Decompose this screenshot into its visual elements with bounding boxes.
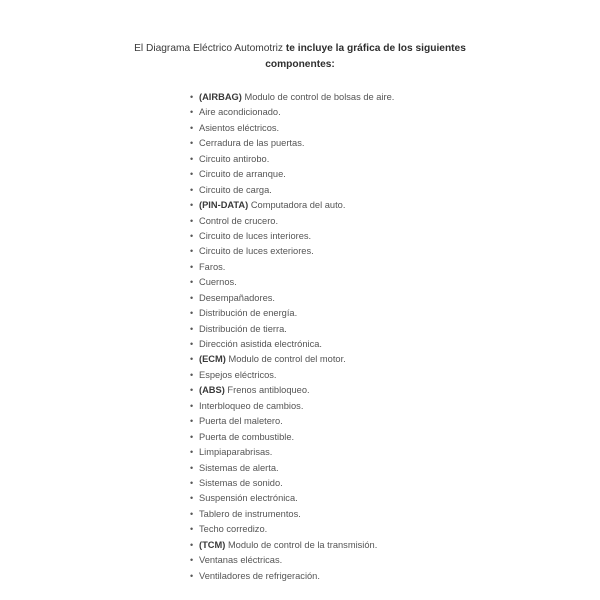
component-list-item [199,90,394,105]
component-list-item [199,306,394,321]
component-list-item [199,538,394,553]
component-list-item [199,491,394,506]
component-list-item [199,275,394,290]
intro-heading-bold: te incluye la gráfica de los siguientes componentes: [265,43,466,70]
component-list-item [199,507,394,522]
component-list-item [199,445,394,460]
component-description: Limpiaparabrisas. [199,447,273,458]
component-description: Distribución de tierra. [199,323,287,334]
component-description: Tablero de instrumentos. [199,508,301,519]
component-list-item [199,522,394,537]
component-description: Sistemas de alerta. [199,462,279,473]
component-list-item [199,214,394,229]
component-list-item [199,322,394,337]
component-description: Faros. [199,261,226,272]
component-description: Puerta del maletero. [199,416,283,427]
component-description: Frenos antibloqueo. [227,385,310,396]
component-description: Dirección asistida electrónica. [199,339,322,349]
component-description: Circuito de luces interiores. [199,230,312,241]
component-list-item [199,229,394,244]
component-description: Interbloqueo de cambios. [199,400,304,411]
component-description: Ventiladores de refrigeración. [199,570,320,581]
component-abbreviation: (AIRBAG) [199,92,242,102]
component-description: Circuito de arranque. [199,169,286,180]
component-description: Circuito de carga. [199,184,272,195]
component-list-item [199,368,394,383]
component-list-item [199,121,394,136]
component-abbreviation: (TCM) [199,539,226,550]
component-description: Techo corredizo. [199,524,268,535]
component-list-item [199,569,394,584]
intro-heading [120,41,480,73]
component-list-item [199,476,394,491]
intro-heading-regular: El Diagrama Eléctrico Automotriz [134,43,283,54]
component-list-item [199,136,394,151]
component-list-item [199,167,394,182]
component-description: Aire acondicionado. [199,107,281,118]
component-list-item [199,414,394,429]
component-description: Modulo de control de la transmisión. [227,539,378,550]
component-list-item [199,291,394,306]
component-list-item [199,553,394,568]
component-description: Distribución de energía. [199,308,298,319]
component-list-item [199,337,394,352]
component-list-item [199,430,394,445]
component-description: Computadora del auto. [250,200,346,211]
component-list-item [199,383,394,398]
component-description: Cuernos. [199,277,237,288]
component-description: Desempañadores. [199,292,275,303]
component-description: Espejos eléctricos. [199,369,277,380]
component-abbreviation: (ABS) [199,385,225,396]
component-description: Modulo de control del motor. [228,354,346,365]
component-list-item [199,105,394,120]
component-list-item [199,198,394,213]
component-list [199,90,394,584]
component-abbreviation: (PIN-DATA) [199,200,249,211]
component-description: Control de crucero. [199,215,279,226]
component-list-item [199,183,394,198]
component-description: Ventanas eléctricas. [199,555,283,566]
component-description: Cerradura de las puertas. [199,138,305,149]
component-description: Puerta de combustible. [199,431,295,442]
component-description: Sistemas de sonido. [199,477,283,488]
component-abbreviation: (ECM) [199,354,226,365]
component-list-item [199,244,394,259]
component-list-item [199,152,394,167]
component-description: Circuito de luces exteriores. [199,246,314,257]
component-list-item [199,260,394,275]
component-list-item [199,399,394,414]
component-list-item [199,461,394,476]
component-list-item [199,352,394,367]
component-description: Modulo de control de bolsas de aire. [244,92,395,102]
component-description: Suspensión electrónica. [199,493,298,504]
component-description: Asientos eléctricos. [199,122,280,133]
component-description: Circuito antirobo. [199,153,270,164]
